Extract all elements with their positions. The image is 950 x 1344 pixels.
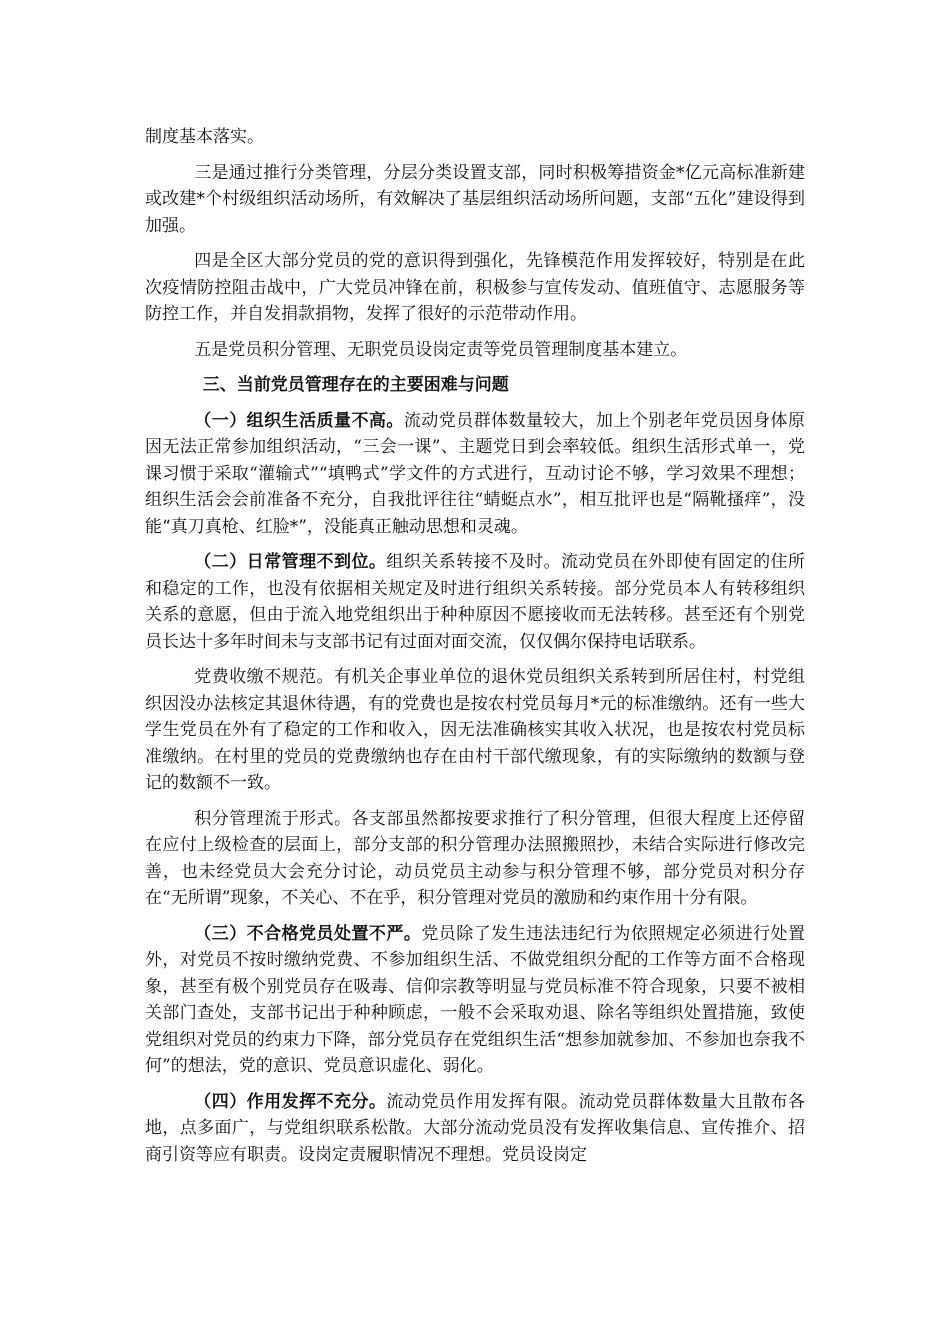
paragraph-text: 党费收缴不规范。有机关企事业单位的退休党员组织关系转到所居住村，村党组织因没办法核定其退休待遇，有的党费也是按农村党员每月*元的标准缴纳。还有一些大学生党员在外有了稳定的工作和收入，因无法准确核实其收入状况，也是按农村党员标准缴纳。在村里的党员的党费缴纳也存在由村干部代缴现象，有的实际缴纳的数额与登记的数额不一致。 [145,667,805,793]
paragraph-text: 五是党员积分管理、无职党员设岗定责等党员管理制度基本建立。 [194,339,688,360]
section-heading [145,372,805,399]
subsection-lead: （四）作用发挥不充分。 [194,1091,387,1112]
paragraph-text: 制度基本落实。 [145,127,264,147]
subsection-lead: （一）组织生活质量不高。 [194,410,404,431]
paragraph-point-three [145,160,805,240]
document-page [145,124,805,1168]
paragraph-text: 党员除了发生违法违纪行为依照规定必须进行处置外，对党员不按时缴纳党费、不参加组织生活、不做党组织分配的工作等方面不合格现象，甚至有极个别党员存在吸毒、信仰宗教等明显与党员标准不符合现象，只要不被相关部门查处，支部书记出于种种顾虑，一般不会采取劝退、除名等组织处置措施，致使党组织对党员的约束力下降，部分党员存在党组织生活“想参加就参加、不参加也奈我不何”的想法，党的意识、党员意识虚化、弱化。 [145,923,806,1076]
subsection-two [145,549,805,655]
subsection-four [145,1089,805,1169]
paragraph-point-five [145,337,805,364]
paragraph-text: 四是全区大部分党员的党的意识得到强化，先锋模范作用发挥较好，特别是在此次疫情防控阻击战中，广大党员冲锋在前，积极参与宣传发动、值班值守、志愿服务等防控工作，并自发捐款捐物，发挥了很好的示范带动作用。 [145,251,805,324]
heading-text: 三、当前党员管理存在的主要困难与问题 [202,375,509,395]
paragraph-party-dues [145,664,805,797]
paragraph-text: 积分管理流于形式。各支部虽然都按要求推行了积分管理，但很大程度上还停留在应付上级检查的层面上，部分支部的积分管理办法照搬照抄，未结合实际进行修改完善，也未经党员大会充分讨论，动员党员主动参与积分管理不够，部分党员对积分存在“无所谓”现象，不关心、不在乎，积分管理对党员的激励和约束作用十分有限。 [145,808,805,908]
paragraph-point-four [145,248,805,328]
paragraph-text: 组织关系转接不及时。流动党员在外即使有固定的住所和稳定的工作，也没有依据相关规定及时进行组织关系转接。部分党员本人有转移组织关系的意愿，但由于流入地党组织出于种种原因不愿接收而无法转移。甚至还有个别党员长达十多年时间未与支部书记有过面对面交流，仅仅偶尔保持电话联系。 [145,552,806,652]
paragraph-text: 流动党员作用发挥有限。流动党员群体数量大且散布各地，点多面广，与党组织联系松散。大部分流动党员没有发挥收集信息、宣传推介、招商引资等应有职责。设岗定责履职情况不理想。党员设岗定 [145,1091,806,1165]
subsection-one [145,408,805,541]
subsection-three [145,921,805,1080]
subsection-lead: （三）不合格党员处置不严。 [194,923,422,944]
paragraph-points-management [145,806,805,912]
paragraph-text: 三是通过推行分类管理，分层分类设置支部，同时积极筹措资金*亿元高标准新建或改建*个村级组织活动场所，有效解决了基层组织活动场所问题，支部“五化”建设得到加强。 [145,162,805,236]
paragraph-continuation [145,124,805,151]
subsection-lead: （二）日常管理不到位。 [194,552,387,572]
paragraph-text: 流动党员群体数量较大，加上个别老年党员因身体原因无法正常参加组织活动，“三会一课”、主题党日到会率较低。组织生活形式单一，党课习惯于采取“灌输式”“填鸭式”学文件的方式进行，互动讨论不够，学习效果不理想；组织生活会会前准备不充分，自我批评往往“蜻蜓点水”，相互批评也是“隔靴搔痒”，没能“真刀真枪、红脸*”，没能真正触动思想和灵魂。 [145,410,806,537]
